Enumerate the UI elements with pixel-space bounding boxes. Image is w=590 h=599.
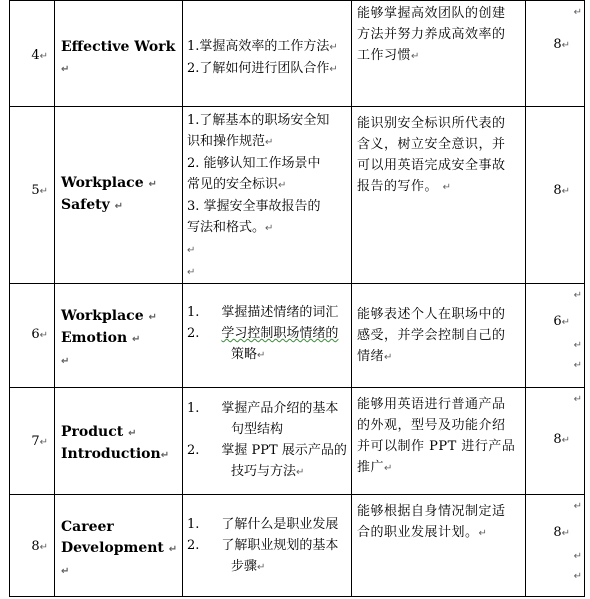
topic-list: 1.掌握高效率的工作方法↵ 2.了解如何进行团队合作↵ — [187, 39, 338, 76]
table-row — [10, 495, 585, 597]
topic-list: 1. 了解什么是职业发展 2. 了解职业规划的基本 步骤↵ — [187, 517, 339, 574]
hours-cell: ↵ 8↵ — [526, 1, 585, 107]
unit-number: 5↵ — [31, 183, 48, 198]
goal-cell — [352, 284, 526, 388]
topic-list: 1. 掌握描述情绪的词汇 2. 学习控制职场情绪的 策略↵ — [187, 305, 339, 362]
unit-number-cell — [10, 284, 55, 388]
unit-number-cell — [10, 107, 55, 284]
goal-text: 能识别安全标识所代表的 含义，树立安全意识，并 可以用英语完成安全事故 报告的写作。 ↵ — [357, 116, 506, 194]
unit-number-cell — [10, 388, 55, 495]
course-schedule-table — [9, 0, 585, 597]
unit-title: Workplace ↵ Emotion ↵ ↵ — [61, 308, 157, 367]
topic-cell — [183, 495, 352, 597]
topic-list: 1. 掌握产品介绍的基本 句型结构 2. 掌握 PPT 展示产品的 技巧与方法↵ — [187, 401, 347, 479]
goal-text: 能够表述个人在职场中的 感受，并学会控制自己的 情绪↵ — [357, 307, 506, 364]
unit-number: 6↵ — [31, 327, 48, 342]
hours-value: 8↵ — [553, 37, 570, 52]
goal-cell — [352, 495, 526, 597]
goal-text: 能够用英语进行普通产品 的外观，型号及功能介绍 并可以制作 PPT 进行产品 推广↵ — [357, 397, 516, 475]
unit-number-cell — [10, 495, 55, 597]
goal-text: 能够掌握高效团队的创建 方法并努力养成高效率的 工作习惯↵ — [357, 6, 506, 63]
topic-cell — [183, 388, 352, 495]
unit-title: Career Development ↵ ↵ — [61, 519, 178, 577]
hours-cell: ↵ 6↵ ↵ ↵ — [526, 284, 585, 388]
hours-value: 8↵ — [553, 432, 570, 447]
unit-number-cell — [10, 1, 55, 107]
topic-list: 1.了解基本的职场安全知 识和操作规范↵ 2. 能够认知工作场景中 常见的安全标识↵ 3. 掌握安全事故报告的 写法和格式。↵ ↵ ↵ — [187, 113, 330, 278]
goal-cell — [352, 388, 526, 495]
unit-number: 7↵ — [31, 434, 48, 449]
hours-cell: ↵ 8↵ — [526, 388, 585, 495]
unit-title: Effective Work ↵ — [61, 39, 176, 75]
table-row — [10, 1, 585, 107]
unit-title: Product ↵ Introduction↵ — [61, 424, 170, 462]
table-row — [10, 388, 585, 495]
unit-title: Workplace ↵ Safety ↵ — [61, 175, 157, 213]
unit-title-cell — [55, 1, 183, 107]
unit-title-cell — [55, 388, 183, 495]
topic-cell — [183, 1, 352, 107]
table-row — [10, 107, 585, 284]
hours-cell: ↵ 8↵ ↵ ↵ — [526, 495, 585, 597]
table-row — [10, 284, 585, 388]
unit-title-cell — [55, 107, 183, 284]
unit-number: 4↵ — [31, 48, 48, 63]
hours-value: 6↵ — [553, 314, 570, 329]
unit-title-cell — [55, 284, 183, 388]
hours-value: 8↵ — [553, 525, 570, 540]
goal-text: 能够根据自身情况制定适 合的职业发展计划。↵ — [357, 504, 506, 540]
unit-number: 8↵ — [31, 539, 48, 554]
hours-value: 8↵ — [553, 183, 570, 198]
topic-cell — [183, 107, 352, 284]
unit-title-cell — [55, 495, 183, 597]
goal-cell — [352, 1, 526, 107]
goal-cell — [352, 107, 526, 284]
hours-cell — [526, 107, 585, 284]
topic-cell — [183, 284, 352, 388]
